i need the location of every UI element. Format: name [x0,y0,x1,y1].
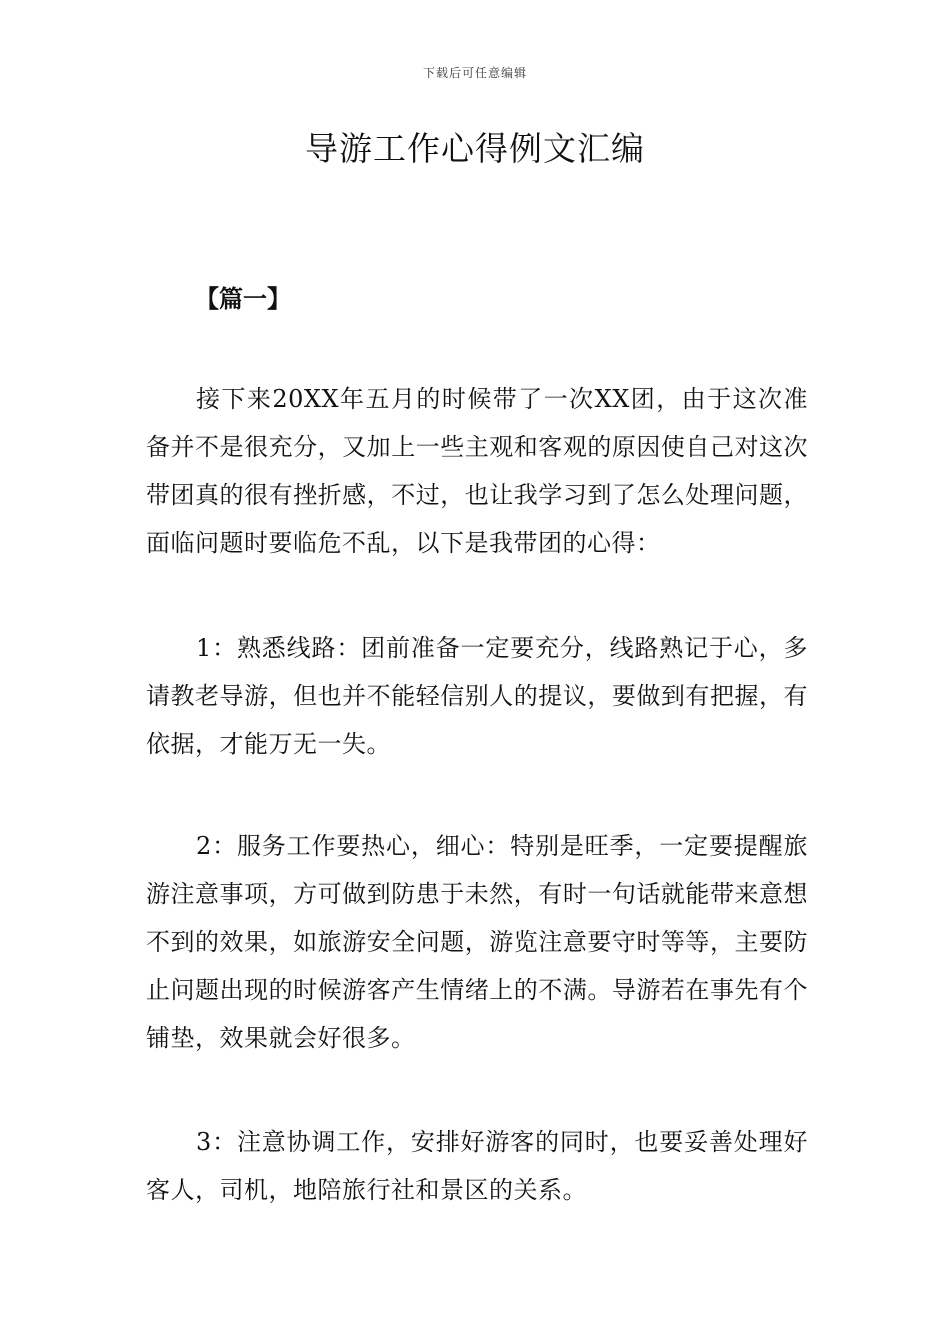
section-label: 【篇一】 [195,284,291,313]
paragraph-item-2: 2：服务工作要热心，细心：特别是旺季，一定要提醒旅游注意事项，方可做到防患于未然，有时一句话就能带来意想不到的效果，如旅游安全问题，游览注意要守时等等，主要防止问题出现的时候游客产生情绪上的不满。导游若在事先有个铺垫，效果就会好很多。 [146,832,808,1052]
header-note: 下载后可任意编辑 [422,66,527,80]
paragraph-item-1: 1：熟悉线路：团前准备一定要充分，线路熟记于心，多请教老导游，但也并不能轻信别人的提议，要做到有把握，有依据，才能万无一失。 [146,634,808,758]
paragraph-intro: 接下来20XX年五月的时候带了一次XX团，由于这次准备并不是很充分，又加上一些主观和客观的原因使自己对这次带团真的很有挫折感，不过，也让我学习到了怎么处理问题，面临问题时要临危不乱，以下是我带团的心得： [146,385,808,557]
paragraph-item-3: 3：注意协调工作，安排好游客的同时，也要妥善处理好客人，司机，地陪旅行社和景区的关系。 [146,1128,808,1204]
document-title: 导游工作心得例文汇编 [305,129,645,168]
